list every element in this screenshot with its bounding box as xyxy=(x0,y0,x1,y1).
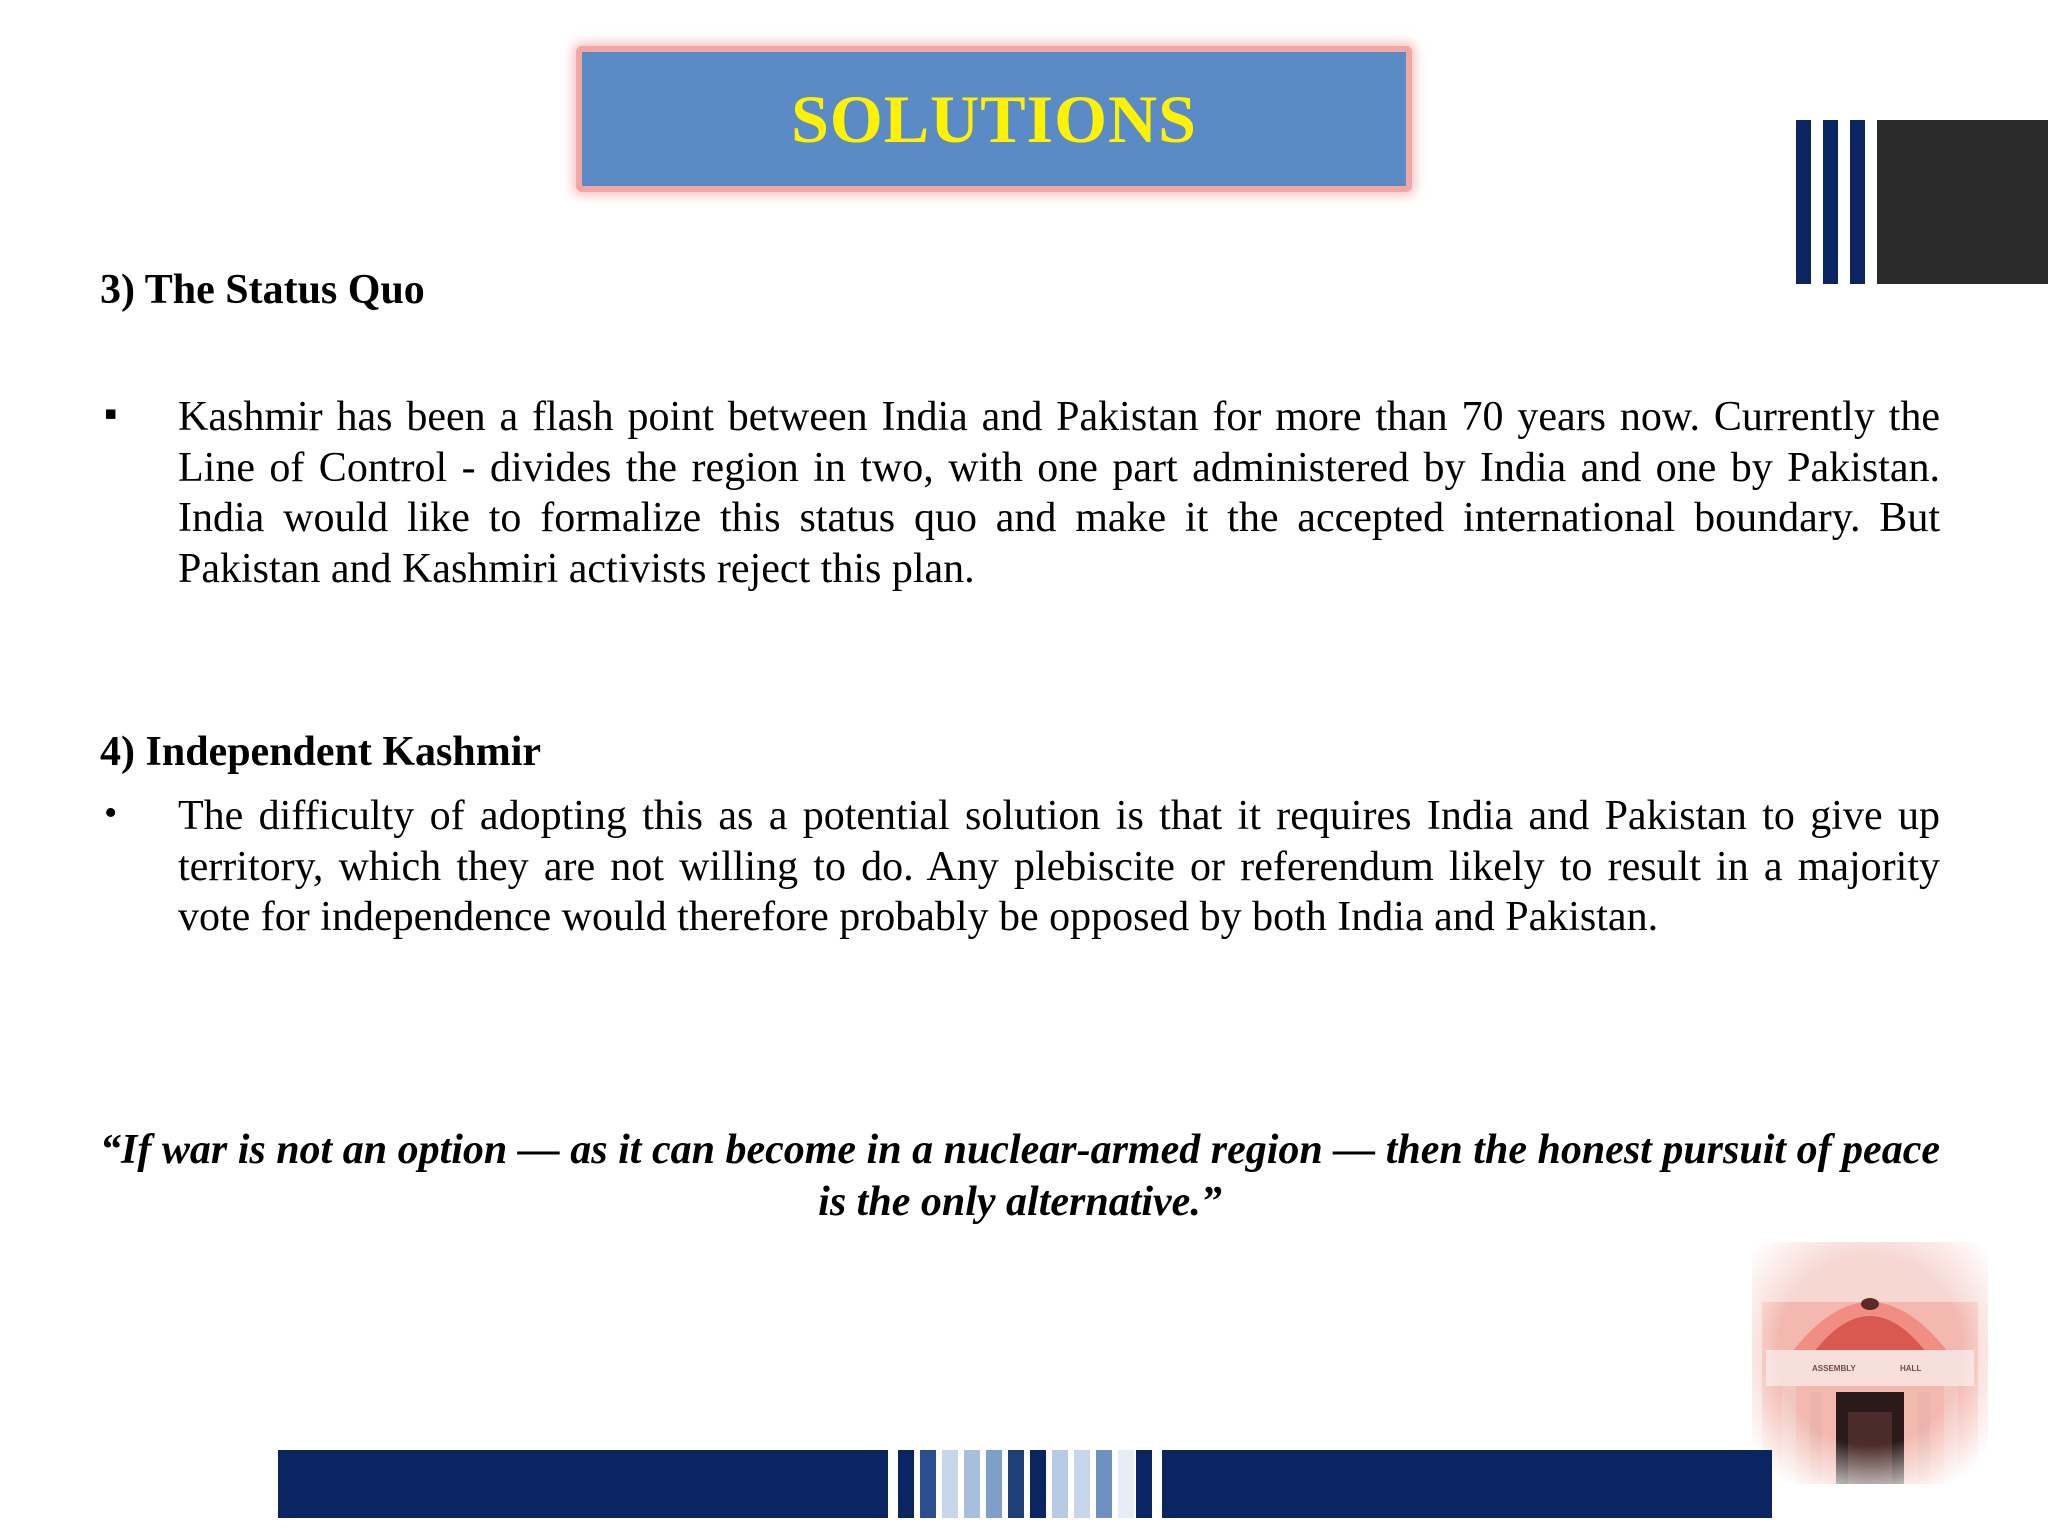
bottom-stripe xyxy=(1136,1450,1152,1518)
slide-title: SOLUTIONS xyxy=(791,80,1197,157)
bullet-status-quo xyxy=(100,392,1940,594)
round-bullet-icon: • xyxy=(104,792,118,834)
bottom-stripe xyxy=(898,1450,914,1518)
title-banner xyxy=(576,46,1412,192)
bottom-stripe xyxy=(1118,1450,1134,1518)
bottom-stripe xyxy=(1096,1450,1112,1518)
bottom-bar-left xyxy=(278,1450,888,1518)
closing-quote: “If war is not an option — as it can become in a nuclear-armed region — then the honest pursuit of peace is the only alternative.” xyxy=(100,1127,1940,1225)
decor-bar xyxy=(1850,120,1865,284)
section-heading-independent-kashmir: 4) Independent Kashmir xyxy=(100,729,542,775)
bottom-stripe xyxy=(1052,1450,1068,1518)
bottom-stripe xyxy=(1008,1450,1024,1518)
assembly-hall-image xyxy=(1752,1242,1988,1484)
square-bullet-icon: ▪ xyxy=(104,393,118,435)
bottom-stripe xyxy=(942,1450,958,1518)
paragraph-status-quo: Kashmir has been a flash point between India and Pakistan for more than 70 years now. Currently the Line of Control - divides the region in two, with one part administered by India and one by Pakistan. India would like to formalize this status quo and make it the accepted international boundary. But Pakistan and Kashmiri activists reject this plan. xyxy=(178,394,1940,592)
section-heading-status-quo: 3) The Status Quo xyxy=(100,267,425,313)
decor-bar xyxy=(1796,120,1811,284)
decor-block xyxy=(1877,120,2048,284)
bottom-stripe xyxy=(920,1450,936,1518)
decor-bar xyxy=(1823,120,1838,284)
bottom-stripe xyxy=(1074,1450,1090,1518)
bottom-stripe xyxy=(986,1450,1002,1518)
bottom-bar-right xyxy=(1162,1450,1772,1518)
paragraph-independent-kashmir: The difficulty of adopting this as a potential solution is that it requires India and Pakistan to give up territory, which they are not willing to do. Any plebiscite or referendum likely to result in a majority vote for independence would therefore probably be opposed by both India and Pakistan. xyxy=(178,793,1940,940)
bullet-independent-kashmir xyxy=(100,791,1940,943)
bottom-stripe xyxy=(964,1450,980,1518)
bottom-stripe xyxy=(1030,1450,1046,1518)
